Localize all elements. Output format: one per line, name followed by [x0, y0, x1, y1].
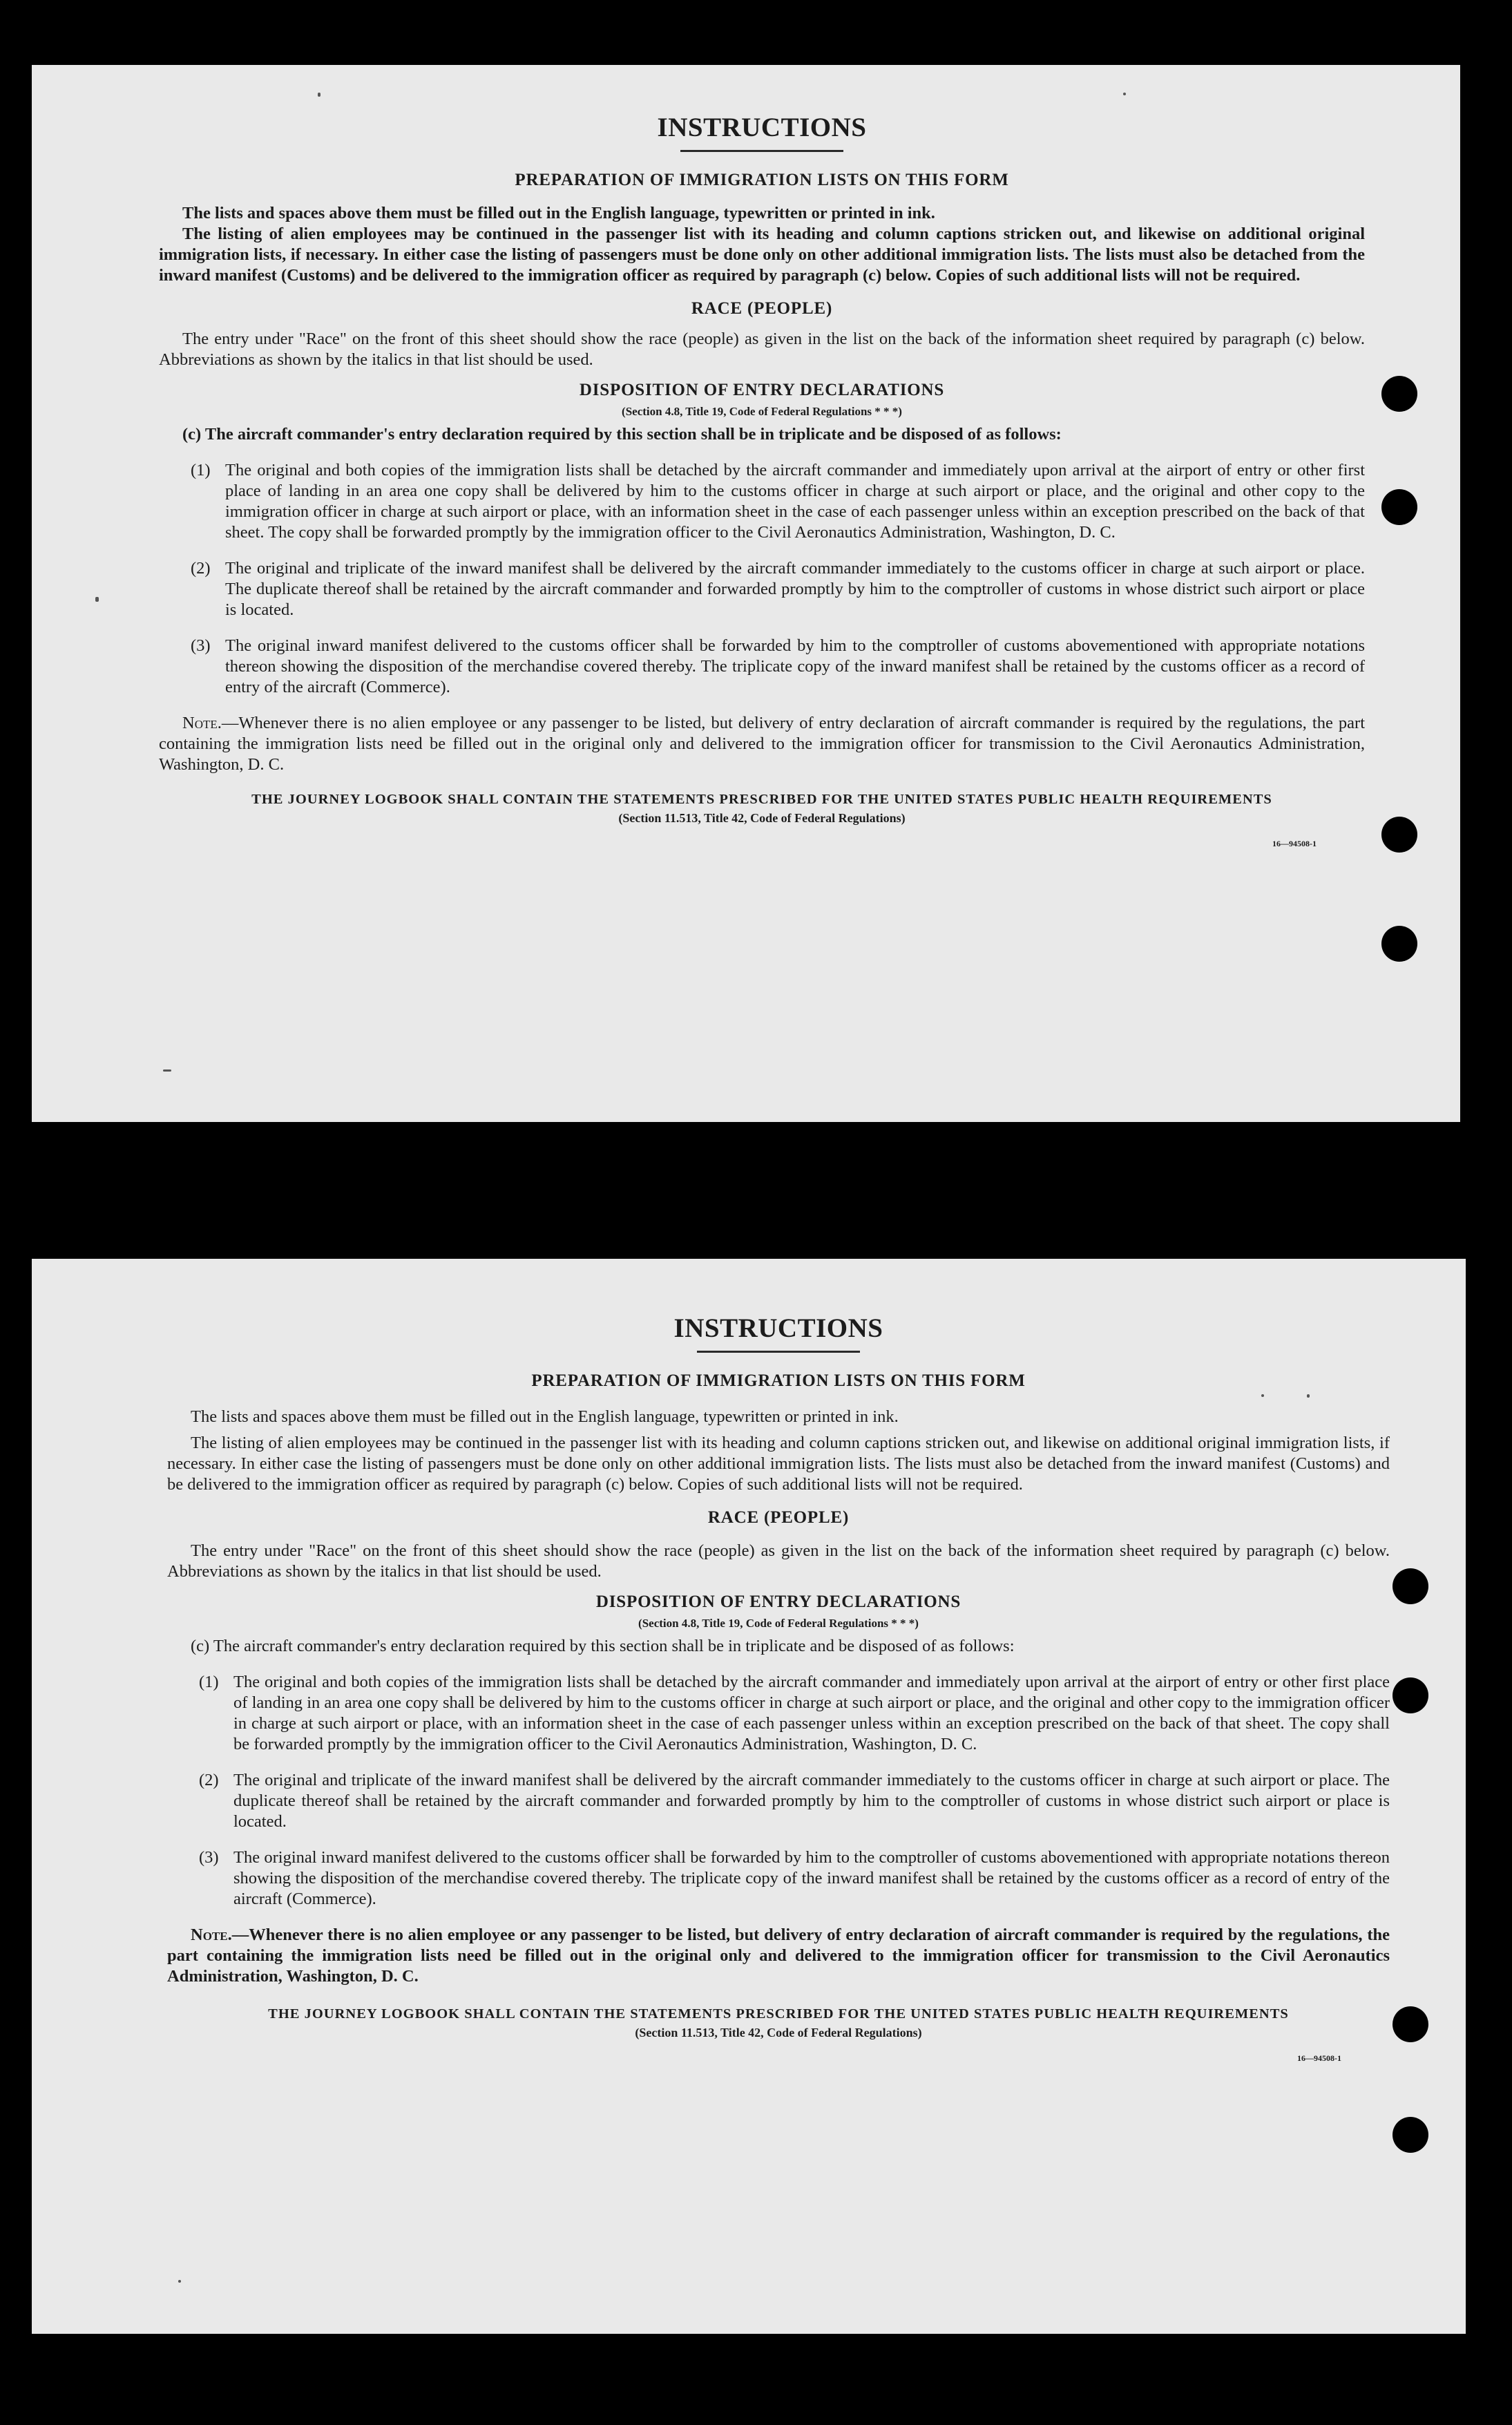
prep-heading: PREPARATION OF IMMIGRATION LISTS ON THIS FORM: [515, 170, 1009, 189]
punch-hole: [1381, 376, 1417, 412]
punch-hole: [1381, 926, 1417, 962]
race-paragraph: The entry under "Race" on the front of this sheet should show the race (people) as given in the list on the back of the information sheet required by paragraph (c) below. Abbreviations as shown by the italics in that list should be used.: [159, 329, 1365, 369]
disposition-citation: (Section 4.8, Title 19, Code of Federal Regulations * * *): [622, 404, 902, 418]
race-heading: RACE (PEOPLE): [691, 298, 833, 318]
item-number: (2): [191, 559, 211, 578]
page-title: INSTRUCTIONS: [673, 1313, 883, 1343]
dust-speck: [1307, 1394, 1310, 1398]
punch-hole: [1393, 1568, 1428, 1604]
dust-speck: [163, 1069, 171, 1072]
form-number: 16—94508-1: [1272, 839, 1317, 849]
item-number: (3): [191, 636, 211, 656]
journey-citation: (Section 11.513, Title 42, Code of Federal Regulations): [618, 810, 906, 825]
disposition-heading: DISPOSITION OF ENTRY DECLARATIONS: [595, 1592, 961, 1611]
form-number: 16—94508-1: [1297, 2053, 1341, 2064]
dust-speck: [95, 597, 99, 602]
item-number: (2): [199, 1771, 219, 1790]
item-text: The original and both copies of the immigration lists shall be detached by the aircraft commander and immediately upon arrival at the airport of entry or other first place of landing in an area one copy shall be delivered by him to the customs officer in charge at such airport or place, and the original and other copy to the immigration officer in charge at such airport or place, with an information sheet in the case of each passenger unless within an exception prescribed on the back of that sheet. The copy shall be forwarded promptly by the immigration officer to the Civil Aeronautics Administration, Washington, D. C.: [225, 461, 1365, 542]
page-title: INSTRUCTIONS: [657, 113, 867, 142]
note-paragraph: [159, 713, 1365, 775]
list-item: [199, 1770, 1390, 1832]
prep-heading: PREPARATION OF IMMIGRATION LISTS ON THIS FORM: [531, 1371, 1026, 1390]
disposition-intro: (c) The aircraft commander's entry declaration required by this section shall be in triplicate and be disposed of as follows:: [191, 1637, 1015, 1656]
prep-paragraph-1: The lists and spaces above them must be filled out in the English language, typewritten or printed in ink.: [182, 203, 935, 222]
disposition-heading: DISPOSITION OF ENTRY DECLARATIONS: [579, 380, 945, 399]
dust-speck: [178, 2280, 181, 2283]
item-text: The original inward manifest delivered to the customs officer shall be forwarded by him to the comptroller of customs abovementioned with appropriate notations thereon showing the disposition of the merchandise covered thereby. The triplicate copy of the inward manifest shall be retained by the customs officer as a record of entry of the aircraft (Commerce).: [233, 1848, 1390, 1909]
prep-paragraph-1: The lists and spaces above them must be filled out in the English language, typewritten or printed in ink.: [191, 1407, 899, 1426]
disposition-citation: (Section 4.8, Title 19, Code of Federal Regulations * * *): [638, 1616, 919, 1630]
prep-paragraph-2: The listing of alien employees may be continued in the passenger list with its heading and column captions stricken out, and likewise on additional original immigration lists, if necessary. In either case the listing of passengers must be done only on other additional immigration lists. The lists must also be detached from the inward manifest (Customs) and be delivered to the immigration officer as required by paragraph (c) below. Copies of such additional lists will not be required.: [167, 1433, 1390, 1494]
journey-citation: (Section 11.513, Title 42, Code of Federal Regulations): [635, 2025, 922, 2039]
item-text: The original and both copies of the immigration lists shall be detached by the aircraft commander and immediately upon arrival at the airport of entry or other first place of landing in an area one copy shall be delivered by him to the customs officer in charge at such airport or place, and the original and other copy to the immigration officer in charge at such airport or place, with an information sheet in the case of each passenger unless within an exception prescribed on the back of that sheet. The copy shall be forwarded promptly by the immigration officer to the Civil Aeronautics Administration, Washington, D. C.: [233, 1673, 1390, 1754]
dust-speck: [318, 93, 320, 97]
punch-hole: [1393, 2117, 1428, 2153]
race-paragraph: The entry under "Race" on the front of this sheet should show the race (people) as given in the list on the back of the information sheet required by paragraph (c) below. Abbreviations as shown by the italics in that list should be used.: [167, 1541, 1390, 1581]
punch-hole: [1381, 817, 1417, 853]
instruction-sheet-top: [32, 65, 1460, 1122]
dust-speck: [1123, 93, 1126, 95]
list-item: [199, 1847, 1390, 1910]
note-paragraph: [167, 1925, 1390, 1987]
note-label: Note.: [191, 1925, 232, 1945]
disposition-intro: (c) The aircraft commander's entry declaration required by this section shall be in triplicate and be disposed of as follows:: [182, 425, 1062, 444]
journey-statement: THE JOURNEY LOGBOOK SHALL CONTAIN THE STATEMENTS PRESCRIBED FOR THE UNITED STATES PUBLIC HEALTH REQUIREMENTS: [251, 792, 1272, 808]
note-label: Note.: [182, 714, 222, 733]
punch-hole: [1381, 489, 1417, 525]
punch-hole: [1393, 1677, 1428, 1713]
instruction-sheet-bottom: [32, 1259, 1466, 2334]
prep-paragraph-2: The listing of alien employees may be continued in the passenger list with its heading and column captions stricken out, and likewise on additional original immigration lists, if necessary. In either case the listing of passengers must be done only on other additional immigration lists. The lists must also be detached from the inward manifest (Customs) and be delivered to the immigration officer as required by paragraph (c) below. Copies of such additional lists will not be required.: [159, 224, 1365, 285]
item-text: The original and triplicate of the inward manifest shall be delivered by the aircraft commander immediately to the customs officer in charge at such airport or place. The duplicate thereof shall be retained by the aircraft commander and forwarded promptly by him to the comptroller of customs in whose district such airport or place is located.: [225, 559, 1365, 620]
list-item: [191, 636, 1365, 698]
list-item: [191, 460, 1365, 543]
item-number: (3): [199, 1848, 219, 1867]
note-text: —Whenever there is no alien employee or any passenger to be listed, but delivery of entry declaration of aircraft commander is required by the regulations, the part containing the immigration lists need be filled out in the original only and delivered to the immigration officer for transmission to the Civil Aeronautics Administration, Washington, D. C.: [159, 714, 1365, 774]
item-number: (1): [199, 1673, 219, 1692]
item-text: The original and triplicate of the inward manifest shall be delivered by the aircraft commander immediately to the customs officer in charge at such airport or place. The duplicate thereof shall be retained by the aircraft commander and forwarded promptly by him to the comptroller of customs in whose district such airport or place is located.: [233, 1771, 1390, 1832]
journey-statement: THE JOURNEY LOGBOOK SHALL CONTAIN THE STATEMENTS PRESCRIBED FOR THE UNITED STATES PUBLIC HEALTH REQUIREMENTS: [268, 2006, 1289, 2022]
race-heading: RACE (PEOPLE): [707, 1508, 850, 1527]
dust-speck: [1261, 1394, 1264, 1397]
item-number: (1): [191, 461, 211, 480]
item-text: The original inward manifest delivered to the customs officer shall be forwarded by him to the comptroller of customs abovementioned with appropriate notations thereon showing the disposition of the merchandise covered thereby. The triplicate copy of the inward manifest shall be retained by the customs officer as a record of entry of the aircraft (Commerce).: [225, 636, 1365, 697]
note-text: —Whenever there is no alien employee or any passenger to be listed, but delivery of entry declaration of aircraft commander is required by the regulations, the part containing the immigration lists need be filled out in the original only and delivered to the immigration officer for transmission to the Civil Aeronautics Administration, Washington, D. C.: [167, 1925, 1390, 1986]
list-item: [191, 558, 1365, 620]
list-item: [199, 1672, 1390, 1755]
punch-hole: [1393, 2006, 1428, 2042]
